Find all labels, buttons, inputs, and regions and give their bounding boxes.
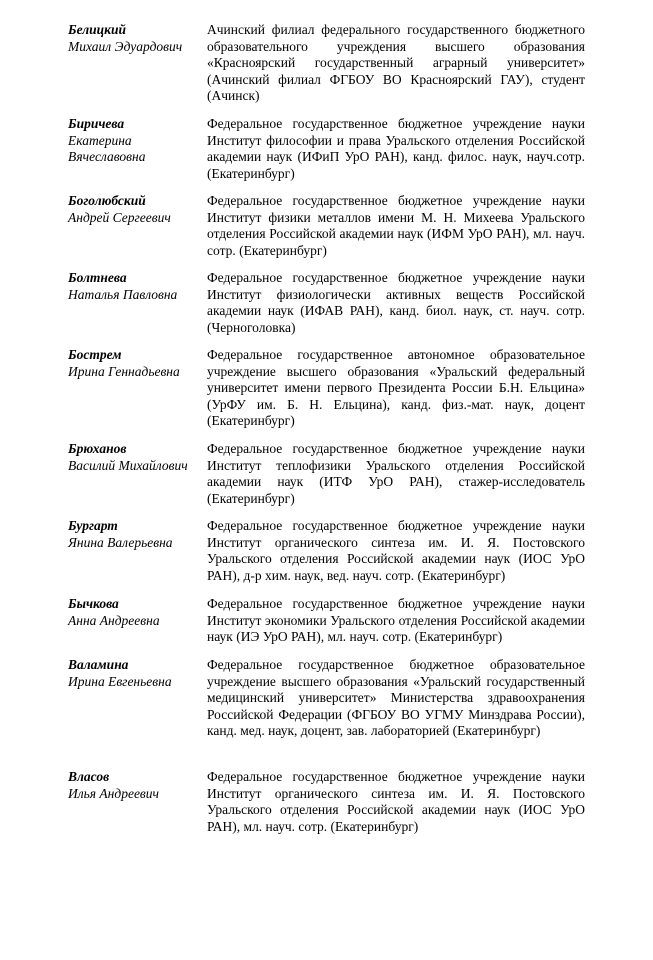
- person-surname: Бургарт: [68, 518, 118, 533]
- person-name: [68, 518, 208, 551]
- person-affiliation: Ачинский филиал федерального государственного бюджетного образовательного учреждения высшего образования «Красноярский государственный аграрный университет» (Ачинский филиал ФГБОУ ВО Красноярский ГАУ), студент (Ачинск): [207, 22, 585, 104]
- person-given-name: Василий Михайлович: [68, 457, 188, 473]
- person-affiliation: Федеральное государственное бюджетное учреждение науки Институт физиологически активных веществ Российской академии наук (ИФАВ РАН), канд. биол. наук, ст. науч. сотр. (Черноголовка): [207, 270, 585, 335]
- person-name: [68, 347, 208, 380]
- person-affiliation: Федеральное государственное бюджетное учреждение науки Институт теплофизики Уральского отделения Российской академии наук (ИТФ УрО РАН), стажер-исследователь (Екатеринбург): [207, 441, 585, 506]
- person-surname: Болтнева: [68, 270, 127, 285]
- person-surname: Боголюбский: [68, 193, 146, 208]
- person-surname: Бычкова: [68, 596, 119, 611]
- person-given-name: Янина Валерьевна: [68, 534, 173, 550]
- person-name: [68, 596, 208, 629]
- person-affiliation: Федеральное государственное бюджетное учреждение науки Институт философии и права Уральского отделения Российской академии наук (ИФиП УрО РАН), канд. филос. наук, науч.сотр. (Екатеринбург): [207, 116, 585, 181]
- person-name: [68, 22, 208, 55]
- person-surname: Валамина: [68, 657, 129, 672]
- person-surname: Белицкий: [68, 22, 127, 37]
- person-given-name: Анна Андреевна: [68, 612, 160, 628]
- person-given-name: Екатерина Вячеславовна: [68, 132, 146, 165]
- person-affiliation: Федеральное государственное бюджетное учреждение науки Институт экономики Уральского отделения Российской академии наук (ИЭ УрО РАН), мл. науч. сотр. (Екатеринбург): [207, 596, 585, 645]
- person-surname: Власов: [68, 769, 110, 784]
- person-given-name: Михаил Эдуардович: [68, 38, 183, 54]
- person-affiliation: Федеральное государственное бюджетное учреждение науки Институт физики металлов имени М. Н. Михеева Уральского отделения Российской академии наук (ИФМ УрО РАН), мл. науч. сотр. (Екатеринбург): [207, 193, 585, 258]
- person-name: [68, 270, 208, 303]
- person-given-name: Андрей Сергеевич: [68, 209, 171, 225]
- person-given-name: Ирина Геннадьевна: [68, 363, 180, 379]
- person-affiliation: Федеральное государственное бюджетное учреждение науки Институт органического синтеза им. И. Я. Постовского Уральского отделения Российской академии наук (ИОС УрО РАН), д-р хим. наук, вед. науч. сотр. (Екатеринбург): [207, 518, 585, 583]
- person-name: [68, 441, 208, 474]
- person-name: [68, 193, 208, 226]
- person-given-name: Наталья Павловна: [68, 286, 178, 302]
- person-name: [68, 116, 208, 166]
- person-name: [68, 657, 208, 690]
- person-affiliation: Федеральное государственное бюджетное образовательное учреждение высшего образования «Уральский государственный медицинский университет» Министерства здравоохранения Российской Федерации (ФГБОУ ВО УГМУ Минздрава России), канд. мед. наук, доцент, зав. лабораторией (Екатеринбург): [207, 657, 585, 739]
- person-surname: Брюханов: [68, 441, 127, 456]
- person-given-name: Илья Андреевич: [68, 785, 159, 801]
- person-surname: Биричева: [68, 116, 125, 131]
- person-given-name: Ирина Евгеньевна: [68, 673, 172, 689]
- person-name: [68, 769, 208, 802]
- person-affiliation: Федеральное государственное бюджетное учреждение науки Институт органического синтеза им. И. Я. Постовского Уральского отделения Российской академии наук (ИОС УрО РАН), мл. науч. сотр. (Екатеринбург): [207, 769, 585, 834]
- person-affiliation: Федеральное государственное автономное образовательное учреждение высшего образования «Уральский федеральный университет имени первого Президента России Б.Н. Ельцина» (УрФУ им. Б. Н. Ельцина), канд. физ.-мат. наук, доцент (Екатеринбург): [207, 347, 585, 429]
- person-surname: Бострем: [68, 347, 122, 362]
